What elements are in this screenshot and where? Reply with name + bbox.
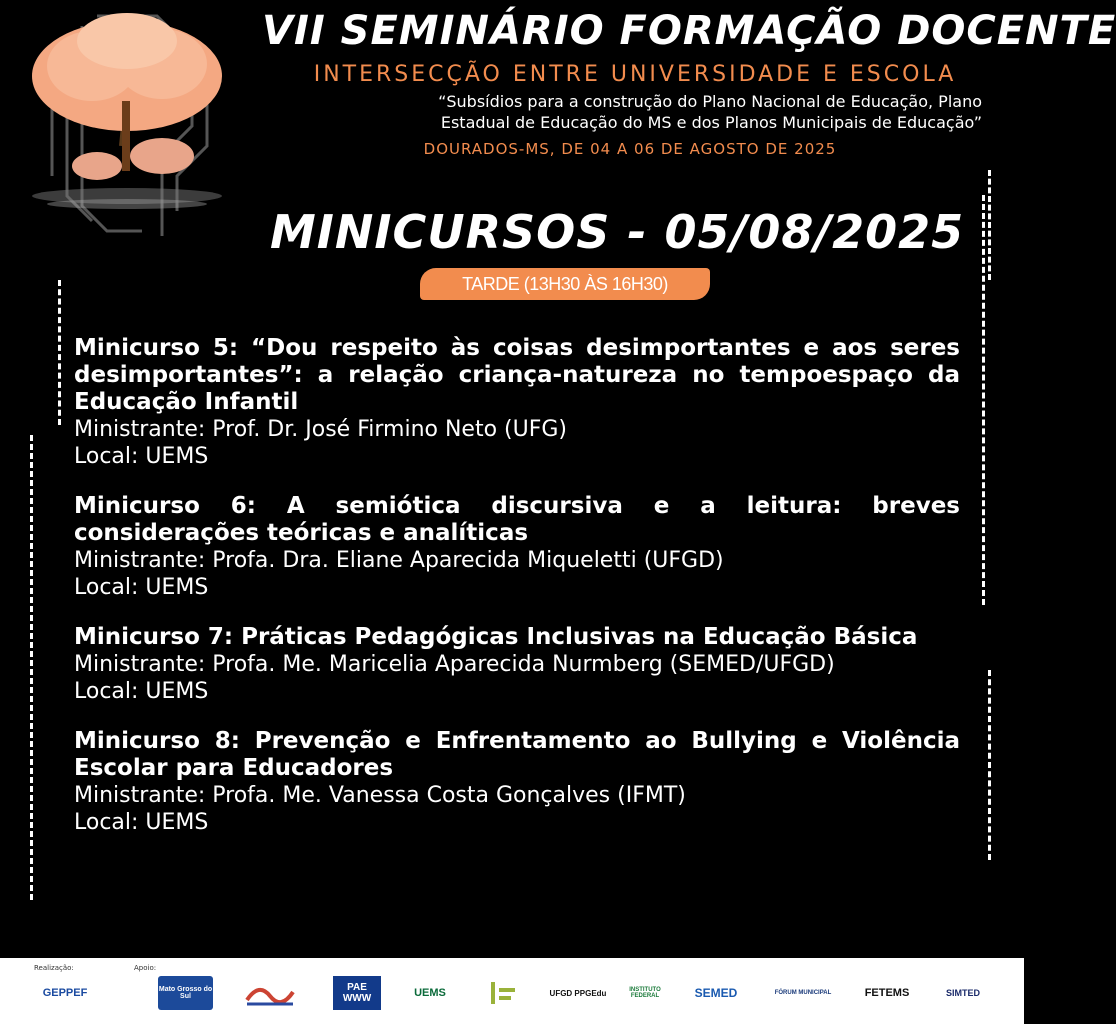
event-tagline bbox=[282, 91, 982, 133]
course-item-5 bbox=[74, 335, 960, 470]
logo-label: GEPPEF bbox=[42, 987, 88, 999]
course-instructor: Ministrante: Profa. Me. Vanessa Costa Gonçalves (IFMT) bbox=[74, 783, 686, 808]
logo-label: SIMTED bbox=[945, 988, 980, 998]
simted-logo bbox=[940, 976, 986, 1010]
course-item-7 bbox=[74, 624, 960, 705]
course-list bbox=[74, 335, 960, 859]
course-location: Local: UEMS bbox=[74, 575, 209, 600]
instituto-federal-logo bbox=[622, 976, 668, 1010]
logo-label: INSTITUTO FEDERAL bbox=[629, 987, 661, 999]
pae-logo bbox=[333, 976, 381, 1010]
fetems-logo bbox=[858, 976, 916, 1010]
ms-government-logo bbox=[158, 976, 213, 1010]
divider-left-bottom bbox=[30, 435, 33, 900]
course-instructor: Ministrante: Prof. Dr. José Firmino Neto (UFG) bbox=[74, 417, 568, 442]
logo-label: Mato Grosso do Sul bbox=[158, 986, 213, 1000]
tagline-line-1: “Subsídios para a construção do Plano Nacional de Educação, Plano bbox=[438, 92, 982, 111]
section-title: MINICURSOS - 05/08/2025 bbox=[270, 205, 965, 259]
course-title: Minicurso 6: A semiótica discursiva e a leitura: breves considerações teóricas e analíticas bbox=[74, 493, 960, 546]
logo-label: UEMS bbox=[414, 987, 446, 999]
course-location: Local: UEMS bbox=[74, 679, 209, 704]
sponsor-3-logo bbox=[245, 976, 295, 1010]
tree-logo-icon bbox=[22, 6, 232, 246]
sponsor-footer bbox=[0, 958, 1024, 1024]
logo-label: SEMED bbox=[694, 986, 738, 1000]
semed-logo bbox=[686, 976, 746, 1010]
location-date: DOURADOS-MS, DE 04 A 06 DE AGOSTO DE 2025 bbox=[423, 140, 837, 158]
geppef-logo bbox=[30, 976, 100, 1010]
event-subtitle: INTERSECÇÃO ENTRE UNIVERSIDADE E ESCOLA bbox=[313, 62, 957, 87]
sponsor-6-logo bbox=[480, 976, 530, 1010]
course-title: Minicurso 8: Prevenção e Enfrentamento ao Bullying e Violência Escolar para Educadores bbox=[74, 728, 960, 781]
course-title: Minicurso 5: “Dou respeito às coisas desimportantes e aos seres desimportantes”: a relação criança-natureza no tempoespaço da Educação Infantil bbox=[74, 335, 960, 415]
course-title: Minicurso 7: Práticas Pedagógicas Inclusivas na Educação Básica bbox=[74, 624, 918, 650]
realizacao-label: Realização: bbox=[34, 964, 74, 972]
logo-label: PAE WWW bbox=[342, 982, 372, 1004]
ufgd-ppgedu-logo bbox=[548, 976, 608, 1010]
tagline-line-2: Estadual de Educação do MS e dos Planos Municipais de Educação” bbox=[440, 113, 982, 132]
event-title: VII SEMINÁRIO FORMAÇÃO DOCENTE bbox=[262, 8, 1116, 54]
leaf-emblem-icon bbox=[485, 978, 525, 1008]
uems-logo bbox=[412, 976, 448, 1010]
logo-label: FETEMS bbox=[864, 987, 910, 999]
divider-right-mid bbox=[982, 195, 985, 605]
divider-right-bottom bbox=[988, 670, 991, 860]
forum-municipal-logo bbox=[772, 976, 834, 1010]
logo-label: UFGD PPGEdu bbox=[549, 988, 607, 998]
course-location: Local: UEMS bbox=[74, 444, 209, 469]
course-instructor: Ministrante: Profa. Dra. Eliane Aparecida Miqueletti (UFGD) bbox=[74, 548, 724, 573]
course-item-6 bbox=[74, 493, 960, 601]
time-badge: TARDE (13H30 ÀS 16H30) bbox=[420, 268, 710, 300]
course-location: Local: UEMS bbox=[74, 810, 209, 835]
course-item-8 bbox=[74, 728, 960, 836]
divider-left-top bbox=[58, 280, 61, 425]
divider-right-top bbox=[988, 170, 991, 280]
course-instructor: Ministrante: Profa. Me. Maricelia Aparecida Nurmberg (SEMED/UFGD) bbox=[74, 652, 835, 677]
wave-emblem-icon bbox=[245, 978, 295, 1008]
logo-label: FÓRUM MUNICIPAL bbox=[774, 990, 832, 996]
apoio-label: Apoio: bbox=[134, 964, 157, 972]
